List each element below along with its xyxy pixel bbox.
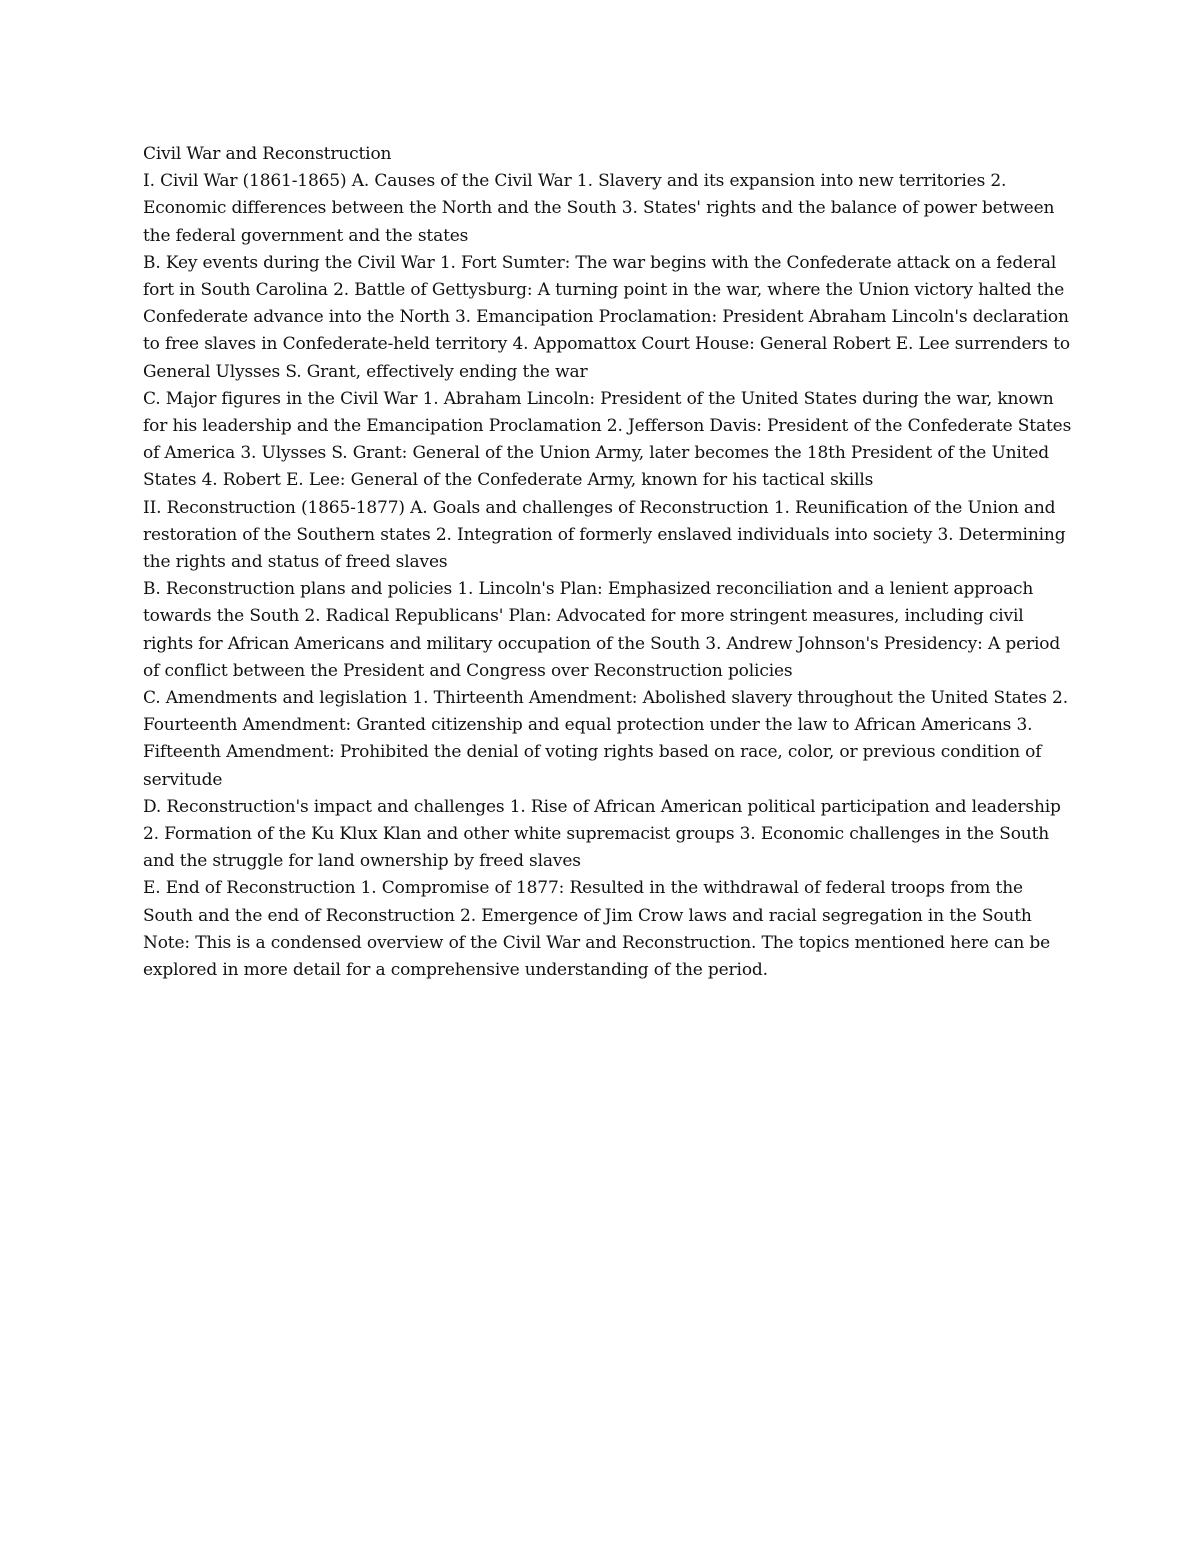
document-body [143, 141, 1073, 984]
document-title: Civil War and Reconstruction [143, 144, 392, 164]
section-note: Note: This is a condensed overview of the Civil War and Reconstruction. The topics mentioned here can be explored in more detail for a comprehensive understanding of the period. [143, 932, 1051, 981]
section-civil-war-key-events: B. Key events during the Civil War 1. Fort Sumter: The war begins with the Confederate attack on a federal fort in South Carolina 2. Battle of Gettysburg: A turning point in the war, where the Union victory halted the Confederate advance into the North 3. Emancipation Proclamation: President Abraham Lincoln's declaration to free slaves in Confederate-held territory 4. Appomattox Court House: General Robert E. Lee surrenders to General Ulysses S. Grant, effectively ending the war [143, 252, 1070, 382]
section-amendments: C. Amendments and legislation 1. Thirteenth Amendment: Abolished slavery throughout the United States 2. Fourteenth Amendment: Granted citizenship and equal protection under the law to African Americans 3. Fifteenth Amendment: Prohibited the denial of voting rights based on race, color, or previous condition of servitude [143, 688, 1068, 790]
section-civil-war-major-figures: C. Major figures in the Civil War 1. Abraham Lincoln: President of the United States during the war, known for his leadership and the Emancipation Proclamation 2. Jefferson Davis: President of the Confederate States of America 3. Ulysses S. Grant: General of the Union Army, later becomes the 18th President of the United States 4. Robert E. Lee: General of the Confederate Army, known for his tactical skills [143, 388, 1072, 491]
section-civil-war-causes: I. Civil War (1861-1865) A. Causes of the Civil War 1. Slavery and its expansion into new territories 2. Economic differences between the North and the South 3. States' rights and the balance of power between the federal government and the states [143, 171, 1055, 246]
section-reconstruction-impact: D. Reconstruction's impact and challenges 1. Rise of African American political participation and leadership 2. Formation of the Ku Klux Klan and other white supremacist groups 3. Economic challenges in the South and the struggle for land ownership by freed slaves [143, 796, 1061, 872]
section-reconstruction-plans: B. Reconstruction plans and policies 1. Lincoln's Plan: Emphasized reconciliation and a lenient approach towards the South 2. Radical Republicans' Plan: Advocated for more stringent measures, including civil rights for African Americans and military occupation of the South 3. Andrew Johnson's Presidency: A period of conflict between the President and Congress over Reconstruction policies [143, 579, 1061, 681]
section-end-of-reconstruction: E. End of Reconstruction 1. Compromise of 1877: Resulted in the withdrawal of federal troops from the South and the end of Reconstruction 2. Emergence of Jim Crow laws and racial segregation in the South [143, 878, 1032, 926]
section-reconstruction-goals: II. Reconstruction (1865-1877) A. Goals and challenges of Reconstruction 1. Reunification of the Union and restoration of the Southern states 2. Integration of formerly enslaved individuals into society 3. Determining the rights and status of freed slaves [143, 497, 1066, 573]
